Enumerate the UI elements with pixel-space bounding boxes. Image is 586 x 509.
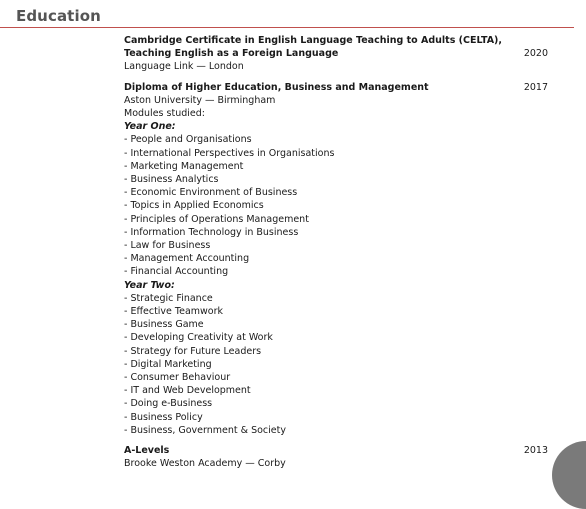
section-title: Education — [16, 7, 101, 25]
module-item: - Digital Marketing — [124, 358, 212, 370]
entry-year: 2017 — [523, 81, 548, 93]
entry-institution: Aston University — Birmingham — [124, 94, 276, 106]
module-item: - Economic Environment of Business — [124, 187, 298, 199]
module-item: - Information Technology in Business — [124, 226, 299, 238]
year-one-heading: Year One: — [124, 121, 176, 133]
entry-year: 2020 — [523, 48, 548, 60]
education-list — [124, 34, 548, 478]
module-item: - International Perspectives in Organisations — [124, 147, 335, 159]
module-item: - Effective Teamwork — [124, 306, 224, 318]
year-two-heading: Year Two: — [124, 279, 175, 291]
module-item: - Business Game — [124, 319, 204, 331]
module-item: - Strategy for Future Leaders — [124, 345, 262, 357]
entry-title: A-Levels — [124, 445, 170, 457]
education-entry-celta — [124, 34, 548, 74]
module-item: - Topics in Applied Economics — [124, 200, 264, 212]
module-item: - Management Accounting — [124, 253, 250, 265]
entry-title: Diploma of Higher Education, Business and Management — [124, 81, 429, 93]
module-item: - Financial Accounting — [124, 266, 229, 278]
module-item: - Law for Business — [124, 240, 211, 252]
scroll-to-top-button[interactable] — [552, 441, 586, 509]
module-item: - Developing Creativity at Work — [124, 332, 273, 344]
module-item: - Consumer Behaviour — [124, 372, 231, 384]
entry-title: Cambridge Certificate in English Language Teaching to Adults (CELTA), Teaching English as a Foreign Language — [124, 35, 502, 60]
module-item: - Principles of Operations Management — [124, 213, 309, 225]
education-entry-alevels — [124, 444, 548, 470]
section-divider — [0, 27, 574, 28]
module-item: - Business Policy — [124, 411, 203, 423]
entry-institution: Brooke Weston Academy — Corby — [124, 458, 286, 470]
module-item: - People and Organisations — [124, 134, 252, 146]
module-item: - IT and Web Development — [124, 385, 251, 397]
module-item: - Business, Government & Society — [124, 424, 286, 436]
education-entry-diploma — [124, 81, 548, 437]
module-item: - Marketing Management — [124, 160, 244, 172]
entry-year: 2013 — [523, 445, 548, 457]
modules-label: Modules studied: — [124, 108, 205, 120]
entry-institution: Language Link — London — [124, 61, 244, 73]
module-item: - Strategic Finance — [124, 292, 213, 304]
module-item: - Business Analytics — [124, 174, 219, 186]
module-item: - Doing e-Business — [124, 398, 213, 410]
